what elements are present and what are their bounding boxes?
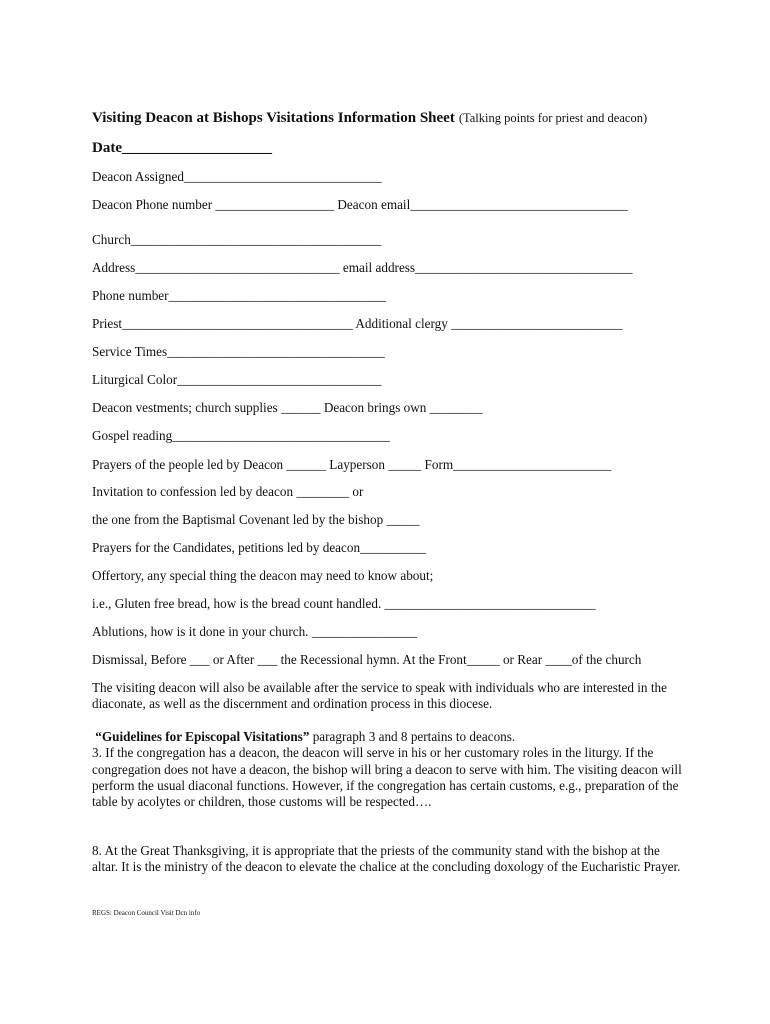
liturgical-color-field[interactable]: Liturgical Color_______________________________ — [92, 372, 382, 387]
church-field[interactable]: Church______________________________________ — [92, 232, 382, 247]
service-times-field[interactable]: Service Times_________________________________ — [92, 344, 385, 359]
deacon-assigned-field[interactable]: Deacon Assigned______________________________ — [92, 169, 382, 184]
offertory-line: Offertory, any special thing the deacon may need to know about; — [92, 568, 434, 583]
guideline-8-section — [92, 843, 682, 876]
priest-clergy-field[interactable]: Priest___________________________________ Additional clergy __________________________ — [92, 316, 623, 331]
guideline-paragraph-3: 3. If the congregation has a deacon, the deacon will serve in his or her customary roles in the liturgy. If the congregation does not have a deacon, the bishop will bring a deacon to serve with him. The visiting deacon will perform the usual diaconal functions. However, if the congregation has certain customs, e.g., preparation of the table by acolytes or children, those customs will be respected…. — [92, 745, 682, 810]
guidelines-heading-rest: paragraph 3 and 8 pertains to deacons. — [309, 729, 516, 744]
visiting-note-text: The visiting deacon will also be available after the service to speak with individuals who are interested in the diaconate, as well as the discernment and ordination process in this diocese. — [92, 680, 667, 712]
footer-reference: REGS: Deacon Council Visit Dcn info — [92, 909, 201, 917]
address-email-field[interactable]: Address_______________________________ email address_________________________________ — [92, 260, 633, 275]
document-subtitle: (Talking points for priest and deacon) — [458, 111, 648, 125]
title-line — [92, 109, 647, 127]
phone-number-field[interactable]: Phone number_________________________________ — [92, 288, 387, 303]
ablutions-field[interactable]: Ablutions, how is it done in your church. ________________ — [92, 624, 418, 639]
deacon-vestments-field[interactable]: Deacon vestments; church supplies ______ Deacon brings own ________ — [92, 400, 483, 415]
prayers-candidates-field[interactable]: Prayers for the Candidates, petitions led by deacon__________ — [92, 540, 427, 555]
document-title: Visiting Deacon at Bishops Visitations Information Sheet — [92, 110, 455, 126]
gluten-free-bread-field[interactable]: i.e., Gluten free bread, how is the bread count handled. ________________________________ — [92, 596, 596, 611]
prayers-of-people-field[interactable]: Prayers of the people led by Deacon ______ Layperson _____ Form________________________ — [92, 457, 612, 472]
gospel-reading-field[interactable]: Gospel reading_________________________________ — [92, 428, 390, 443]
visiting-deacon-note — [92, 680, 682, 713]
guideline-paragraph-8: 8. At the Great Thanksgiving, it is appropriate that the priests of the community stand with the bishop at the altar. It is the ministry of the deacon to elevate the chalice at the concluding doxology of the Eucharistic Prayer. — [92, 843, 681, 875]
deacon-phone-email-field[interactable]: Deacon Phone number __________________ Deacon email_________________________________ — [92, 197, 628, 212]
baptismal-covenant-field[interactable]: the one from the Baptismal Covenant led by the bishop _____ — [92, 512, 420, 527]
dismissal-field[interactable]: Dismissal, Before ___ or After ___ the Recessional hymn. At the Front_____ or Rear ____of the church — [92, 652, 642, 667]
guidelines-heading-line — [92, 729, 682, 745]
guidelines-heading: “Guidelines for Episcopal Visitations” — [95, 729, 310, 744]
invitation-confession-field[interactable]: Invitation to confession led by deacon ________ or — [92, 484, 364, 499]
guidelines-section — [92, 729, 682, 810]
date-field[interactable]: Date____________________ — [92, 140, 272, 156]
